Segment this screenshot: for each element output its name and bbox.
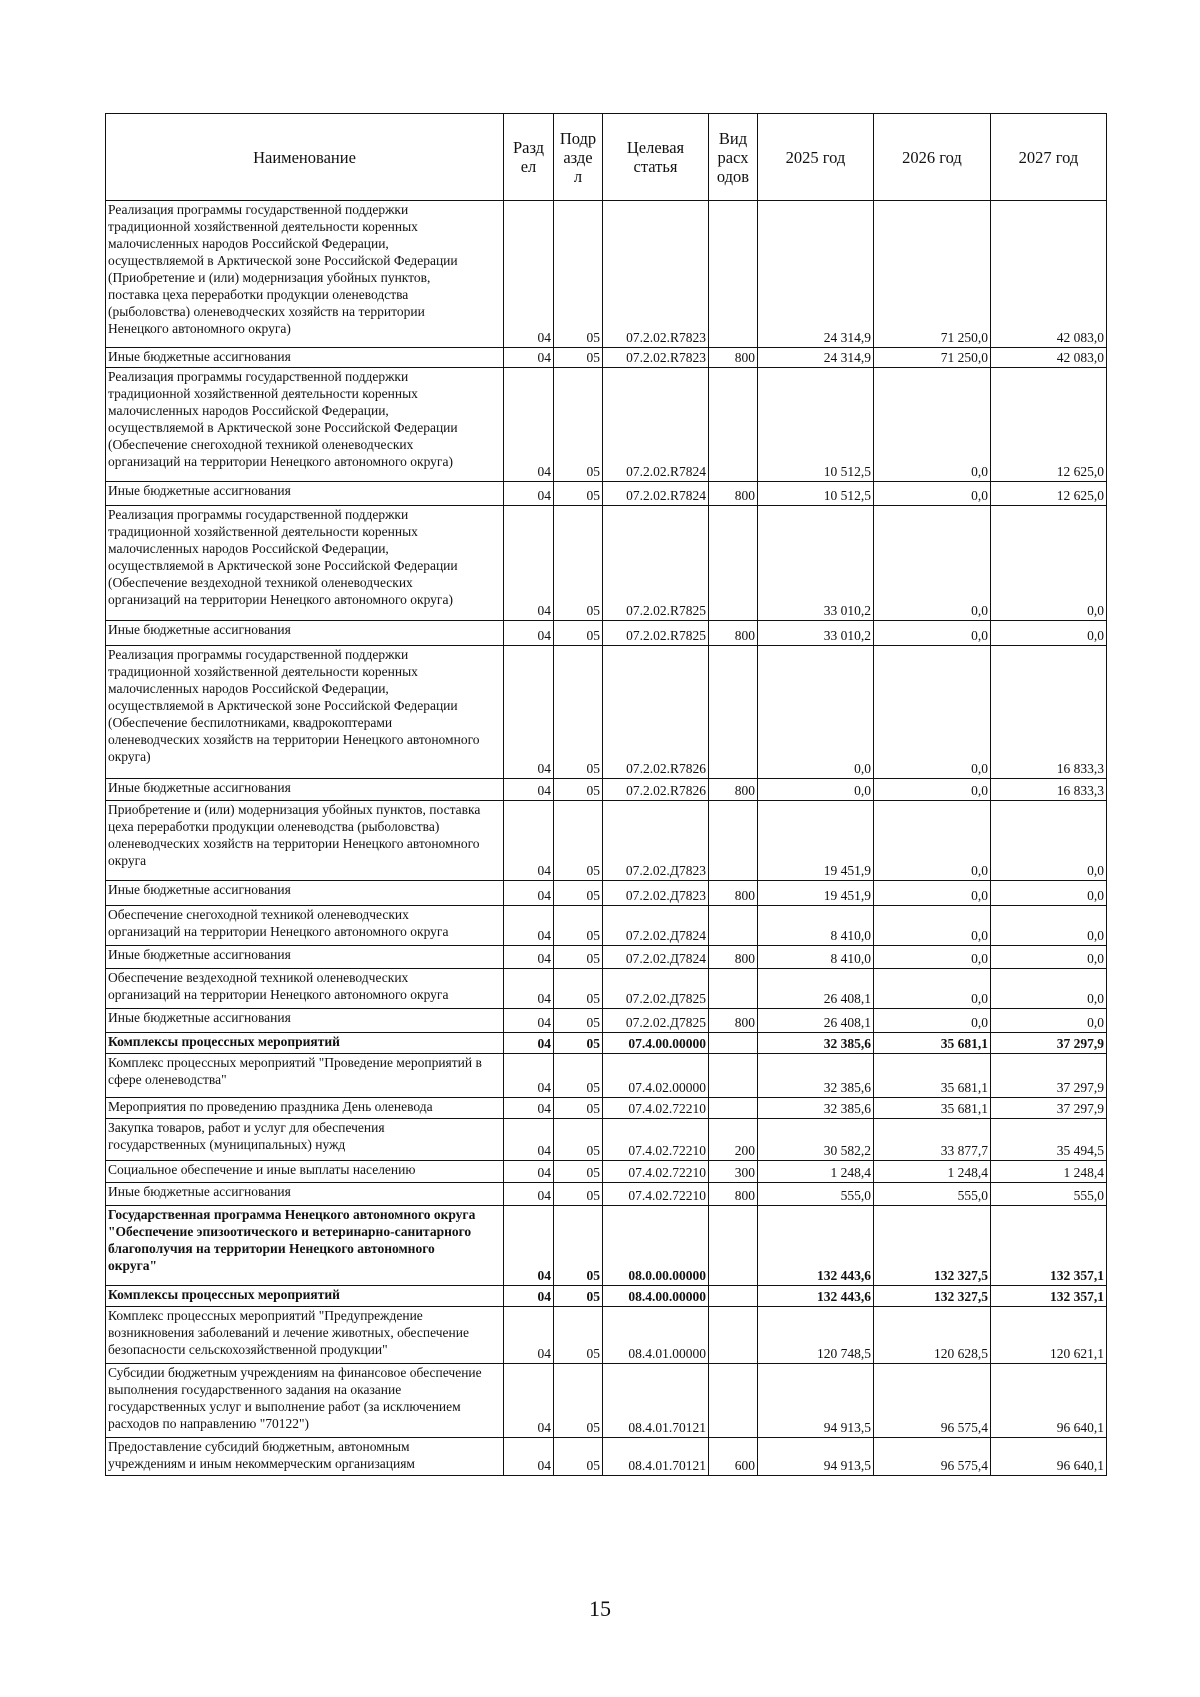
cell-section: 04 [504, 368, 554, 482]
cell-subsection: 05 [554, 779, 603, 801]
cell-target: 07.4.02.72210 [603, 1183, 709, 1206]
cell-name: Иные бюджетные ассигнования [106, 1009, 504, 1033]
table-row [106, 1183, 1107, 1206]
table-row [106, 348, 1107, 368]
cell-name: Социальное обеспечение и иные выплаты населению [106, 1161, 504, 1183]
cell-y2025: 0,0 [758, 646, 874, 779]
cell-subsection: 05 [554, 1161, 603, 1183]
table-row [106, 946, 1107, 969]
cell-subsection: 05 [554, 1098, 603, 1119]
cell-section: 04 [504, 1438, 554, 1476]
cell-expense-type: 800 [709, 621, 758, 646]
header-name: Наименование [106, 114, 504, 201]
cell-subsection: 05 [554, 1286, 603, 1307]
cell-section: 04 [504, 801, 554, 881]
cell-expense-type [709, 201, 758, 348]
cell-subsection: 05 [554, 969, 603, 1009]
cell-subsection: 05 [554, 1206, 603, 1286]
cell-y2026: 0,0 [874, 506, 991, 621]
budget-table [105, 113, 1107, 1476]
table-row [106, 1161, 1107, 1183]
cell-y2026: 0,0 [874, 969, 991, 1009]
cell-section: 04 [504, 1183, 554, 1206]
cell-section: 04 [504, 646, 554, 779]
cell-target: 07.2.02.R7824 [603, 368, 709, 482]
cell-y2026: 1 248,4 [874, 1161, 991, 1183]
cell-y2026: 0,0 [874, 801, 991, 881]
cell-y2026: 120 628,5 [874, 1307, 991, 1364]
cell-name: Реализация программы государственной поддержки традиционной хозяйственной деятельности коренных малочисленных народов Российской Федерации, осуществляемой в Арктической зоне Российской Федерации (Приобретение и (или) модернизация убойных пунктов, поставка цеха переработки продукции оленеводства (рыболовства) оленеводческих хозяйств на территории Ненецкого автономного округа) [106, 201, 504, 348]
cell-y2027: 42 083,0 [991, 348, 1107, 368]
cell-section: 04 [504, 969, 554, 1009]
cell-target: 07.2.02.Д7825 [603, 1009, 709, 1033]
cell-y2025: 555,0 [758, 1183, 874, 1206]
cell-subsection: 05 [554, 482, 603, 506]
cell-expense-type: 800 [709, 1183, 758, 1206]
cell-section: 04 [504, 779, 554, 801]
cell-y2027: 0,0 [991, 801, 1107, 881]
cell-section: 04 [504, 1161, 554, 1183]
cell-subsection: 05 [554, 906, 603, 946]
table-row [106, 482, 1107, 506]
cell-target: 07.4.00.00000 [603, 1033, 709, 1054]
cell-expense-type [709, 906, 758, 946]
cell-name: Реализация программы государственной поддержки традиционной хозяйственной деятельности коренных малочисленных народов Российской Федерации, осуществляемой в Арктической зоне Российской Федерации (Обеспечение вездеходной техникой оленеводческих организаций на территории Ненецкого автономного округа) [106, 506, 504, 621]
cell-expense-type [709, 1364, 758, 1438]
cell-y2027: 37 297,9 [991, 1054, 1107, 1098]
cell-expense-type: 300 [709, 1161, 758, 1183]
cell-expense-type: 200 [709, 1119, 758, 1161]
cell-name: Субсидии бюджетным учреждениям на финансовое обеспечение выполнения государственного задания на оказание государственных услуг и выполнение работ (за исключением расходов по направлению "70122") [106, 1364, 504, 1438]
cell-expense-type [709, 506, 758, 621]
cell-y2027: 12 625,0 [991, 482, 1107, 506]
cell-target: 07.2.02.R7825 [603, 621, 709, 646]
cell-name: Комплексы процессных мероприятий [106, 1033, 504, 1054]
cell-target: 07.2.02.R7826 [603, 779, 709, 801]
cell-target: 07.2.02.Д7825 [603, 969, 709, 1009]
cell-y2025: 24 314,9 [758, 348, 874, 368]
cell-subsection: 05 [554, 348, 603, 368]
header-target: Целевая статья [603, 114, 709, 201]
cell-name: Иные бюджетные ассигнования [106, 881, 504, 906]
cell-name: Предоставление субсидий бюджетным, автономным учреждениям и иным некоммерческим организациям [106, 1438, 504, 1476]
cell-section: 04 [504, 621, 554, 646]
table-row [106, 969, 1107, 1009]
cell-target: 08.4.01.00000 [603, 1307, 709, 1364]
cell-expense-type [709, 368, 758, 482]
cell-expense-type: 800 [709, 881, 758, 906]
table-row [106, 621, 1107, 646]
cell-y2026: 0,0 [874, 1009, 991, 1033]
cell-y2027: 96 640,1 [991, 1438, 1107, 1476]
cell-y2025: 30 582,2 [758, 1119, 874, 1161]
cell-y2027: 16 833,3 [991, 646, 1107, 779]
cell-subsection: 05 [554, 201, 603, 348]
cell-y2025: 94 913,5 [758, 1438, 874, 1476]
cell-name: Иные бюджетные ассигнования [106, 348, 504, 368]
cell-target: 07.4.02.00000 [603, 1054, 709, 1098]
cell-y2027: 0,0 [991, 881, 1107, 906]
cell-name: Мероприятия по проведению праздника День оленевода [106, 1098, 504, 1119]
cell-y2027: 0,0 [991, 906, 1107, 946]
cell-y2026: 0,0 [874, 779, 991, 801]
cell-y2025: 10 512,5 [758, 482, 874, 506]
cell-expense-type [709, 1098, 758, 1119]
cell-section: 04 [504, 1033, 554, 1054]
cell-expense-type [709, 801, 758, 881]
cell-subsection: 05 [554, 1438, 603, 1476]
cell-y2027: 555,0 [991, 1183, 1107, 1206]
cell-section: 04 [504, 1009, 554, 1033]
cell-target: 07.2.02.R7823 [603, 201, 709, 348]
cell-target: 08.4.01.70121 [603, 1438, 709, 1476]
cell-y2027: 0,0 [991, 1009, 1107, 1033]
cell-y2026: 132 327,5 [874, 1286, 991, 1307]
cell-name: Иные бюджетные ассигнования [106, 621, 504, 646]
cell-section: 04 [504, 1286, 554, 1307]
cell-expense-type: 800 [709, 779, 758, 801]
cell-target: 07.4.02.72210 [603, 1161, 709, 1183]
cell-y2027: 132 357,1 [991, 1206, 1107, 1286]
cell-y2027: 132 357,1 [991, 1286, 1107, 1307]
cell-y2025: 132 443,6 [758, 1206, 874, 1286]
cell-section: 04 [504, 946, 554, 969]
table-row [106, 1009, 1107, 1033]
header-y2026: 2026 год [874, 114, 991, 201]
cell-y2027: 16 833,3 [991, 779, 1107, 801]
cell-section: 04 [504, 506, 554, 621]
cell-name: Реализация программы государственной поддержки традиционной хозяйственной деятельности коренных малочисленных народов Российской Федерации, осуществляемой в Арктической зоне Российской Федерации (Обеспечение беспилотниками, квадрокоптерами оленеводческих хозяйств на территории Ненецкого автономного округа) [106, 646, 504, 779]
cell-y2026: 0,0 [874, 368, 991, 482]
cell-y2025: 132 443,6 [758, 1286, 874, 1307]
cell-y2026: 35 681,1 [874, 1098, 991, 1119]
cell-y2026: 555,0 [874, 1183, 991, 1206]
cell-target: 07.2.02.Д7824 [603, 946, 709, 969]
cell-y2025: 120 748,5 [758, 1307, 874, 1364]
cell-y2026: 0,0 [874, 621, 991, 646]
cell-name: Иные бюджетные ассигнования [106, 946, 504, 969]
cell-expense-type [709, 1033, 758, 1054]
cell-expense-type: 800 [709, 946, 758, 969]
cell-y2025: 33 010,2 [758, 621, 874, 646]
cell-section: 04 [504, 1206, 554, 1286]
table-row [106, 1033, 1107, 1054]
cell-name: Иные бюджетные ассигнования [106, 482, 504, 506]
cell-target: 07.2.02.Д7823 [603, 801, 709, 881]
cell-y2026: 0,0 [874, 482, 991, 506]
cell-y2026: 0,0 [874, 881, 991, 906]
cell-target: 07.4.02.72210 [603, 1098, 709, 1119]
cell-y2026: 33 877,7 [874, 1119, 991, 1161]
cell-y2026: 96 575,4 [874, 1438, 991, 1476]
cell-section: 04 [504, 1119, 554, 1161]
cell-y2025: 26 408,1 [758, 1009, 874, 1033]
page-number: 15 [589, 1596, 611, 1621]
table-row [106, 881, 1107, 906]
cell-target: 07.2.02.R7823 [603, 348, 709, 368]
cell-y2027: 0,0 [991, 946, 1107, 969]
cell-y2025: 26 408,1 [758, 969, 874, 1009]
table-row [106, 1307, 1107, 1364]
cell-section: 04 [504, 1054, 554, 1098]
header-expense-type: Вид расх одов [709, 114, 758, 201]
cell-subsection: 05 [554, 368, 603, 482]
cell-subsection: 05 [554, 801, 603, 881]
cell-y2026: 132 327,5 [874, 1206, 991, 1286]
table-row [106, 1364, 1107, 1438]
cell-name: Иные бюджетные ассигнования [106, 1183, 504, 1206]
cell-target: 08.4.00.00000 [603, 1286, 709, 1307]
table-header-row [106, 114, 1107, 201]
table-row [106, 201, 1107, 348]
cell-y2025: 33 010,2 [758, 506, 874, 621]
cell-subsection: 05 [554, 1183, 603, 1206]
cell-subsection: 05 [554, 506, 603, 621]
cell-y2027: 96 640,1 [991, 1364, 1107, 1438]
cell-expense-type [709, 969, 758, 1009]
cell-subsection: 05 [554, 1009, 603, 1033]
cell-y2026: 96 575,4 [874, 1364, 991, 1438]
table-row [106, 1206, 1107, 1286]
cell-y2027: 0,0 [991, 969, 1107, 1009]
table-body [106, 201, 1107, 1476]
cell-name: Государственная программа Ненецкого автономного округа "Обеспечение эпизоотического и ветеринарно-санитарного благополучия на территории Ненецкого автономного округа" [106, 1206, 504, 1286]
cell-target: 07.4.02.72210 [603, 1119, 709, 1161]
cell-name: Реализация программы государственной поддержки традиционной хозяйственной деятельности коренных малочисленных народов Российской Федерации, осуществляемой в Арктической зоне Российской Федерации (Обеспечение снегоходной техникой оленеводческих организаций на территории Ненецкого автономного округа) [106, 368, 504, 482]
cell-section: 04 [504, 1364, 554, 1438]
table-row [106, 646, 1107, 779]
table-row [106, 801, 1107, 881]
cell-subsection: 05 [554, 1119, 603, 1161]
cell-subsection: 05 [554, 1033, 603, 1054]
cell-section: 04 [504, 881, 554, 906]
cell-section: 04 [504, 348, 554, 368]
cell-section: 04 [504, 1098, 554, 1119]
cell-expense-type [709, 1286, 758, 1307]
cell-y2026: 0,0 [874, 646, 991, 779]
table-row [106, 368, 1107, 482]
cell-y2027: 12 625,0 [991, 368, 1107, 482]
table-row [106, 1119, 1107, 1161]
cell-name: Комплекс процессных мероприятий "Предупреждение возникновения заболеваний и лечение животных, обеспечение безопасности сельскохозяйственной продукции" [106, 1307, 504, 1364]
header-y2025: 2025 год [758, 114, 874, 201]
cell-subsection: 05 [554, 1307, 603, 1364]
cell-y2025: 24 314,9 [758, 201, 874, 348]
cell-subsection: 05 [554, 1364, 603, 1438]
table-row [106, 1098, 1107, 1119]
cell-y2025: 94 913,5 [758, 1364, 874, 1438]
table-row [106, 1438, 1107, 1476]
cell-expense-type: 600 [709, 1438, 758, 1476]
header-y2027: 2027 год [991, 114, 1107, 201]
cell-name: Закупка товаров, работ и услуг для обеспечения государственных (муниципальных) нужд [106, 1119, 504, 1161]
cell-y2026: 35 681,1 [874, 1054, 991, 1098]
cell-y2025: 19 451,9 [758, 801, 874, 881]
cell-name: Комплексы процессных мероприятий [106, 1286, 504, 1307]
cell-expense-type [709, 646, 758, 779]
cell-subsection: 05 [554, 621, 603, 646]
cell-y2027: 42 083,0 [991, 201, 1107, 348]
cell-y2027: 1 248,4 [991, 1161, 1107, 1183]
header-subsection: Подр азде л [554, 114, 603, 201]
cell-y2025: 8 410,0 [758, 906, 874, 946]
cell-y2025: 32 385,6 [758, 1054, 874, 1098]
cell-section: 04 [504, 201, 554, 348]
cell-expense-type: 800 [709, 348, 758, 368]
cell-subsection: 05 [554, 946, 603, 969]
cell-name: Обеспечение вездеходной техникой оленеводческих организаций на территории Ненецкого автономного округа [106, 969, 504, 1009]
cell-target: 07.2.02.R7826 [603, 646, 709, 779]
cell-expense-type [709, 1307, 758, 1364]
cell-name: Приобретение и (или) модернизация убойных пунктов, поставка цеха переработки продукции оленеводства (рыболовства) оленеводческих хозяйств на территории Ненецкого автономного округа [106, 801, 504, 881]
cell-y2026: 0,0 [874, 906, 991, 946]
table-row [106, 506, 1107, 621]
cell-target: 07.2.02.Д7824 [603, 906, 709, 946]
cell-y2027: 0,0 [991, 506, 1107, 621]
cell-expense-type [709, 1206, 758, 1286]
cell-target: 08.4.01.70121 [603, 1364, 709, 1438]
cell-subsection: 05 [554, 1054, 603, 1098]
cell-y2027: 35 494,5 [991, 1119, 1107, 1161]
cell-y2026: 0,0 [874, 946, 991, 969]
cell-section: 04 [504, 906, 554, 946]
cell-expense-type [709, 1054, 758, 1098]
cell-y2027: 37 297,9 [991, 1033, 1107, 1054]
cell-y2027: 0,0 [991, 621, 1107, 646]
cell-target: 07.2.02.Д7823 [603, 881, 709, 906]
cell-y2026: 35 681,1 [874, 1033, 991, 1054]
cell-y2025: 32 385,6 [758, 1033, 874, 1054]
cell-name: Иные бюджетные ассигнования [106, 779, 504, 801]
cell-target: 07.2.02.R7824 [603, 482, 709, 506]
cell-y2025: 32 385,6 [758, 1098, 874, 1119]
cell-y2026: 71 250,0 [874, 348, 991, 368]
cell-y2025: 19 451,9 [758, 881, 874, 906]
cell-section: 04 [504, 1307, 554, 1364]
cell-expense-type: 800 [709, 482, 758, 506]
cell-target: 07.2.02.R7825 [603, 506, 709, 621]
table-row [106, 779, 1107, 801]
cell-y2025: 0,0 [758, 779, 874, 801]
cell-y2026: 71 250,0 [874, 201, 991, 348]
cell-y2025: 8 410,0 [758, 946, 874, 969]
cell-section: 04 [504, 482, 554, 506]
cell-subsection: 05 [554, 646, 603, 779]
cell-name: Комплекс процессных мероприятий "Проведение мероприятий в сфере оленеводства" [106, 1054, 504, 1098]
cell-y2027: 120 621,1 [991, 1307, 1107, 1364]
cell-subsection: 05 [554, 881, 603, 906]
table-row [106, 1286, 1107, 1307]
cell-target: 08.0.00.00000 [603, 1206, 709, 1286]
cell-y2025: 10 512,5 [758, 368, 874, 482]
cell-y2025: 1 248,4 [758, 1161, 874, 1183]
table-row [106, 1054, 1107, 1098]
table-row [106, 906, 1107, 946]
cell-name: Обеспечение снегоходной техникой оленеводческих организаций на территории Ненецкого автономного округа [106, 906, 504, 946]
cell-y2027: 37 297,9 [991, 1098, 1107, 1119]
cell-expense-type: 800 [709, 1009, 758, 1033]
header-section: Разд ел [504, 114, 554, 201]
